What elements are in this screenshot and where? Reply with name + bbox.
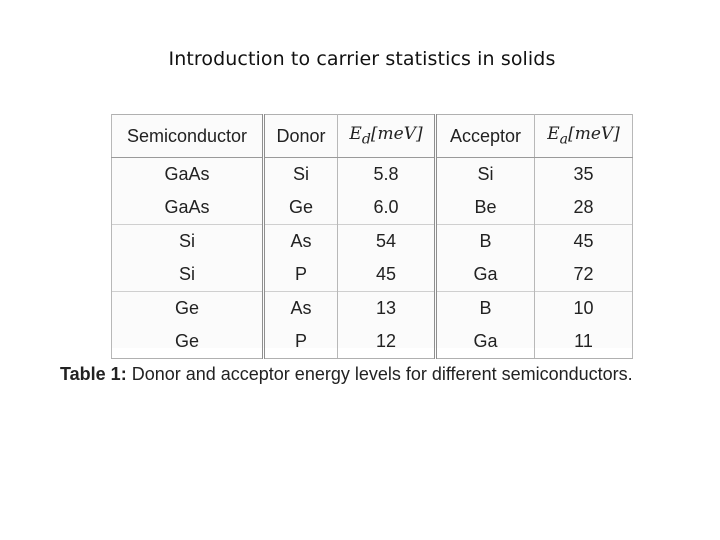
cell-donor-energy: 12 [338,325,436,359]
cell-semiconductor: Ge [112,325,264,359]
ea-unit: [meV] [568,124,620,144]
cell-semiconductor: GaAs [112,158,264,192]
cell-donor: As [264,292,338,326]
table-row [112,158,633,192]
table-row [112,258,633,292]
cell-acceptor: Be [436,191,535,225]
cell-acceptor-energy: 35 [535,158,633,192]
table [111,114,633,359]
cell-donor-energy: 6.0 [338,191,436,225]
cell-acceptor: B [436,292,535,326]
table-caption [60,364,710,385]
table-row [112,325,633,359]
table-row [112,292,633,326]
header-donor-energy [338,115,436,158]
cell-acceptor: Ga [436,325,535,359]
cell-donor: P [264,258,338,292]
cell-acceptor: Ga [436,258,535,292]
cell-semiconductor: GaAs [112,191,264,225]
cell-semiconductor: Si [112,258,264,292]
cell-donor: Ge [264,191,338,225]
caption-text: Donor and acceptor energy levels for different semiconductors. [131,364,633,384]
cell-acceptor-energy: 11 [535,325,633,359]
ea-subscript: a [559,131,569,148]
cell-donor-energy: 13 [338,292,436,326]
header-acceptor-energy [535,115,633,158]
header-semiconductor: Semiconductor [112,115,264,158]
cell-donor-energy: 5.8 [338,158,436,192]
cell-acceptor-energy: 45 [535,225,633,259]
table-row [112,191,633,225]
cell-semiconductor: Si [112,225,264,259]
table-row [112,225,633,259]
cell-donor: Si [264,158,338,192]
energy-levels-table [111,114,632,352]
cell-donor-energy: 45 [338,258,436,292]
header-donor: Donor [264,115,338,158]
cell-acceptor: B [436,225,535,259]
table-header-row [112,115,633,158]
ed-subscript: d [361,131,371,148]
cell-acceptor: Si [436,158,535,192]
caption-label: Table 1: [60,364,127,384]
header-acceptor: Acceptor [436,115,535,158]
cell-donor: P [264,325,338,359]
cell-donor: As [264,225,338,259]
cell-semiconductor: Ge [112,292,264,326]
cell-acceptor-energy: 72 [535,258,633,292]
ed-symbol: E [349,124,362,144]
ea-symbol: E [547,124,560,144]
ed-unit: [meV] [370,124,423,144]
cell-acceptor-energy: 28 [535,191,633,225]
cell-acceptor-energy: 10 [535,292,633,326]
cell-donor-energy: 54 [338,225,436,259]
slide-title: Introduction to carrier statistics in solids [168,48,556,70]
